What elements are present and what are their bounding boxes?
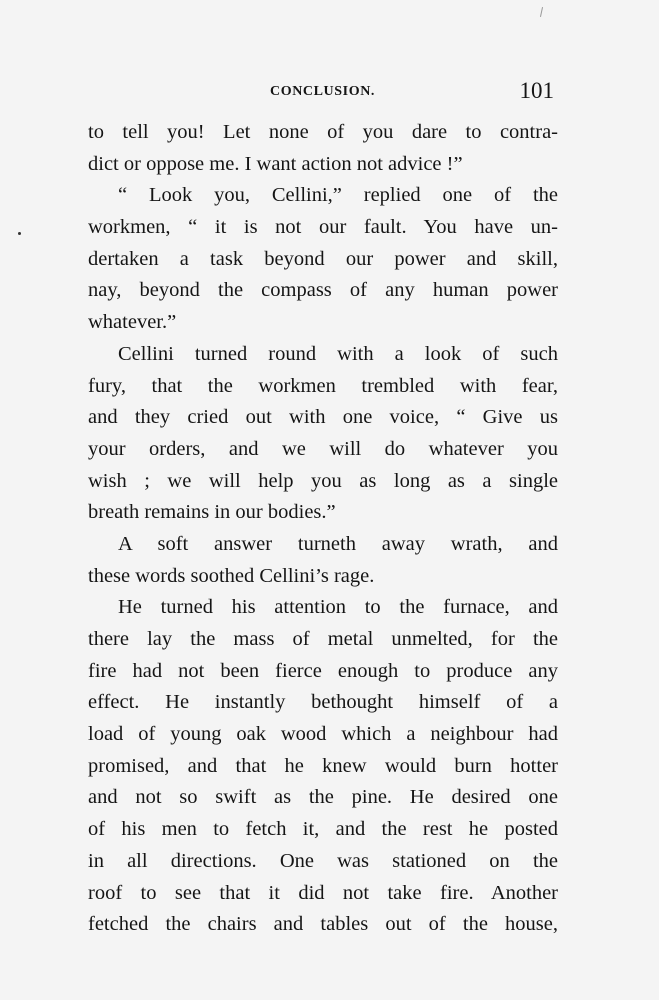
text-line: A soft answer turneth away wrath, and xyxy=(118,532,558,555)
running-head xyxy=(88,78,556,108)
text-line: of his men to fetch it, and the rest he posted xyxy=(88,818,558,841)
text-line: breath remains in our bodies.” xyxy=(88,501,336,524)
text-line: whatever.” xyxy=(88,311,177,334)
text-line: roof to see that it did not take fire. Another xyxy=(88,881,558,904)
margin-dot xyxy=(18,232,21,235)
text-line: fury, that the workmen trembled with fear, xyxy=(88,374,558,397)
text-line: dertaken a task beyond our power and skill, xyxy=(88,247,558,270)
text-line: effect. He instantly bethought himself of a xyxy=(88,691,558,714)
page-number: 101 xyxy=(519,78,554,103)
text-line: “ Look you, Cellini,” replied one of the xyxy=(118,184,558,207)
text-line: workmen, “ it is not our fault. You have un- xyxy=(88,216,558,239)
text-line: your orders, and we will do whatever you xyxy=(88,437,558,460)
text-line: Cellini turned round with a look of such xyxy=(118,342,558,365)
text-line: dict or oppose me. I want action not advice !” xyxy=(88,152,463,175)
chapter-title: CONCLUSION. xyxy=(270,84,376,99)
body-text xyxy=(88,117,558,941)
text-line: He turned his attention to the furnace, and xyxy=(118,596,558,619)
text-line: and they cried out with one voice, “ Give us xyxy=(88,406,558,429)
text-line: these words soothed Cellini’s rage. xyxy=(88,564,375,587)
text-line: there lay the mass of metal unmelted, for the xyxy=(88,628,558,650)
text-line: and not so swift as the pine. He desired one xyxy=(88,786,558,809)
text-line: fetched the chairs and tables out of the house, xyxy=(88,913,558,936)
text-line: to tell you! Let none of you dare to contra- xyxy=(88,121,558,143)
text-line: load of young oak wood which a neighbour had xyxy=(88,723,558,746)
text-line: in all directions. One was stationed on the xyxy=(88,849,558,872)
text-line: promised, and that he knew would burn hotter xyxy=(88,754,558,777)
text-line: nay, beyond the compass of any human power xyxy=(88,279,558,302)
text-line: fire had not been fierce enough to produce any xyxy=(88,659,558,682)
text-line: wish ; we will help you as long as a single xyxy=(88,469,558,492)
scan-speck xyxy=(540,7,543,17)
